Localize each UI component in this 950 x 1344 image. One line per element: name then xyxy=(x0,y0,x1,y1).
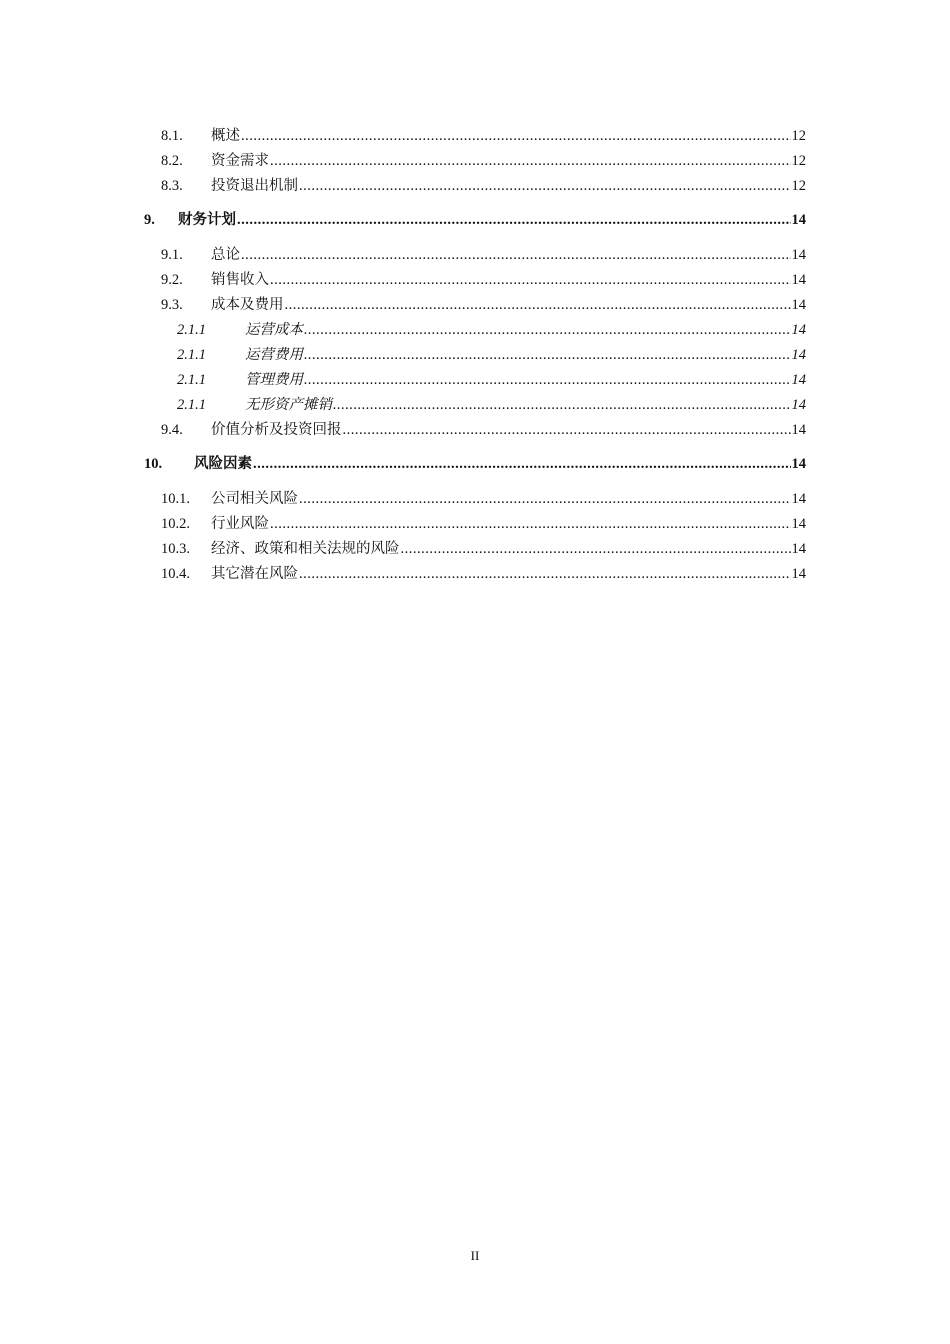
toc-dot-leader xyxy=(304,319,791,341)
toc-subentry[interactable] xyxy=(0,394,950,416)
toc-entry-title: 经济、政策和相关法规的风险 xyxy=(211,541,400,557)
toc-entry-number: 2.1.1 xyxy=(177,372,206,388)
toc-entry[interactable] xyxy=(0,419,950,441)
toc-dot-leader xyxy=(304,344,791,366)
toc-entry-number: 10.3. xyxy=(161,541,190,557)
toc-dot-leader xyxy=(241,125,791,147)
toc-entry[interactable] xyxy=(0,150,950,172)
toc-entry[interactable] xyxy=(0,538,950,560)
toc-entry-title: 风险因素 xyxy=(194,456,252,472)
toc-entry-number: 8.3. xyxy=(161,178,183,194)
toc-dot-leader xyxy=(237,209,791,231)
toc-dot-leader xyxy=(241,244,791,266)
toc-entry-title: 无形资产摊销 xyxy=(245,397,332,413)
toc-entry-number: 8.1. xyxy=(161,128,183,144)
toc-entry-title: 销售收入 xyxy=(211,272,269,288)
toc-subentry[interactable] xyxy=(0,369,950,391)
toc-entry-title: 成本及费用 xyxy=(211,297,284,313)
toc-entry[interactable] xyxy=(0,488,950,510)
toc-entry[interactable] xyxy=(0,269,950,291)
toc-entry-number: 9. xyxy=(144,212,155,228)
toc-entry-title: 运营成本 xyxy=(245,322,303,338)
toc-subentry[interactable] xyxy=(0,344,950,366)
toc-entry-title: 公司相关风险 xyxy=(211,491,298,507)
page-footer xyxy=(0,1246,950,1266)
toc-entry-page: 14 xyxy=(791,516,806,532)
toc-entry[interactable] xyxy=(0,175,950,197)
toc-dot-leader xyxy=(304,369,791,391)
toc-dot-leader xyxy=(270,269,791,291)
toc-entry-number: 10.1. xyxy=(161,491,190,507)
toc-entry-title: 总论 xyxy=(211,247,240,263)
toc-entry[interactable] xyxy=(0,513,950,535)
toc-entry-number: 9.4. xyxy=(161,422,183,438)
toc-entry-page: 12 xyxy=(791,153,806,169)
toc-entry-number: 9.1. xyxy=(161,247,183,263)
toc-entry-page: 14 xyxy=(791,566,806,582)
toc-entry-page: 12 xyxy=(791,128,806,144)
toc-entry-page: 14 xyxy=(791,272,806,288)
toc-subentry[interactable] xyxy=(0,319,950,341)
toc-entry-page: 14 xyxy=(791,397,806,413)
toc-entry-title: 管理费用 xyxy=(245,372,303,388)
toc-entry[interactable] xyxy=(0,563,950,585)
toc-entry-page: 14 xyxy=(791,212,806,228)
toc-dot-leader xyxy=(401,538,791,560)
toc-entry-number: 9.2. xyxy=(161,272,183,288)
toc-entry-title: 财务计划 xyxy=(178,212,236,228)
toc-entry-page: 14 xyxy=(791,297,806,313)
toc-entry-number: 2.1.1 xyxy=(177,322,206,338)
toc-dot-leader xyxy=(299,563,791,585)
toc-dot-leader xyxy=(285,294,791,316)
toc-entry-page: 14 xyxy=(791,491,806,507)
toc-entry-title: 运营费用 xyxy=(245,347,303,363)
toc-entry-title: 行业风险 xyxy=(211,516,269,532)
toc-entry-number: 2.1.1 xyxy=(177,347,206,363)
toc-entry-title: 概述 xyxy=(211,128,240,144)
toc-entry-title: 价值分析及投资回报 xyxy=(211,422,342,438)
toc-entry-number: 10. xyxy=(144,456,163,472)
toc-dot-leader xyxy=(299,175,791,197)
toc-entry-number: 10.2. xyxy=(161,516,190,532)
toc-entry[interactable] xyxy=(0,294,950,316)
toc-entry-page: 14 xyxy=(791,322,806,338)
toc-dot-leader xyxy=(333,394,791,416)
toc-entry-page: 14 xyxy=(791,422,806,438)
toc-entry-number: 2.1.1 xyxy=(177,397,206,413)
toc-entry-page: 14 xyxy=(791,456,806,472)
toc-entry[interactable] xyxy=(0,125,950,147)
toc-entry-page: 14 xyxy=(791,372,806,388)
toc-entry-page: 14 xyxy=(791,247,806,263)
toc-chapter-entry[interactable] xyxy=(0,209,950,231)
toc-entry-number: 10.4. xyxy=(161,566,190,582)
toc-dot-leader xyxy=(270,150,791,172)
toc-entry-number: 8.2. xyxy=(161,153,183,169)
toc-dot-leader xyxy=(299,488,791,510)
page-number: II xyxy=(470,1248,480,1263)
toc-dot-leader xyxy=(270,513,791,535)
toc-entry-page: 14 xyxy=(791,347,806,363)
toc-dot-leader xyxy=(253,453,791,475)
toc-entry-page: 14 xyxy=(791,541,806,557)
toc-entry-number: 9.3. xyxy=(161,297,183,313)
toc-entry-title: 投资退出机制 xyxy=(211,178,298,194)
toc-entry-title: 其它潜在风险 xyxy=(211,566,298,582)
toc-entry-title: 资金需求 xyxy=(211,153,269,169)
toc-entry[interactable] xyxy=(0,244,950,266)
toc-entry-page: 12 xyxy=(791,178,806,194)
toc-chapter-entry[interactable] xyxy=(0,453,950,475)
toc-dot-leader xyxy=(343,419,791,441)
